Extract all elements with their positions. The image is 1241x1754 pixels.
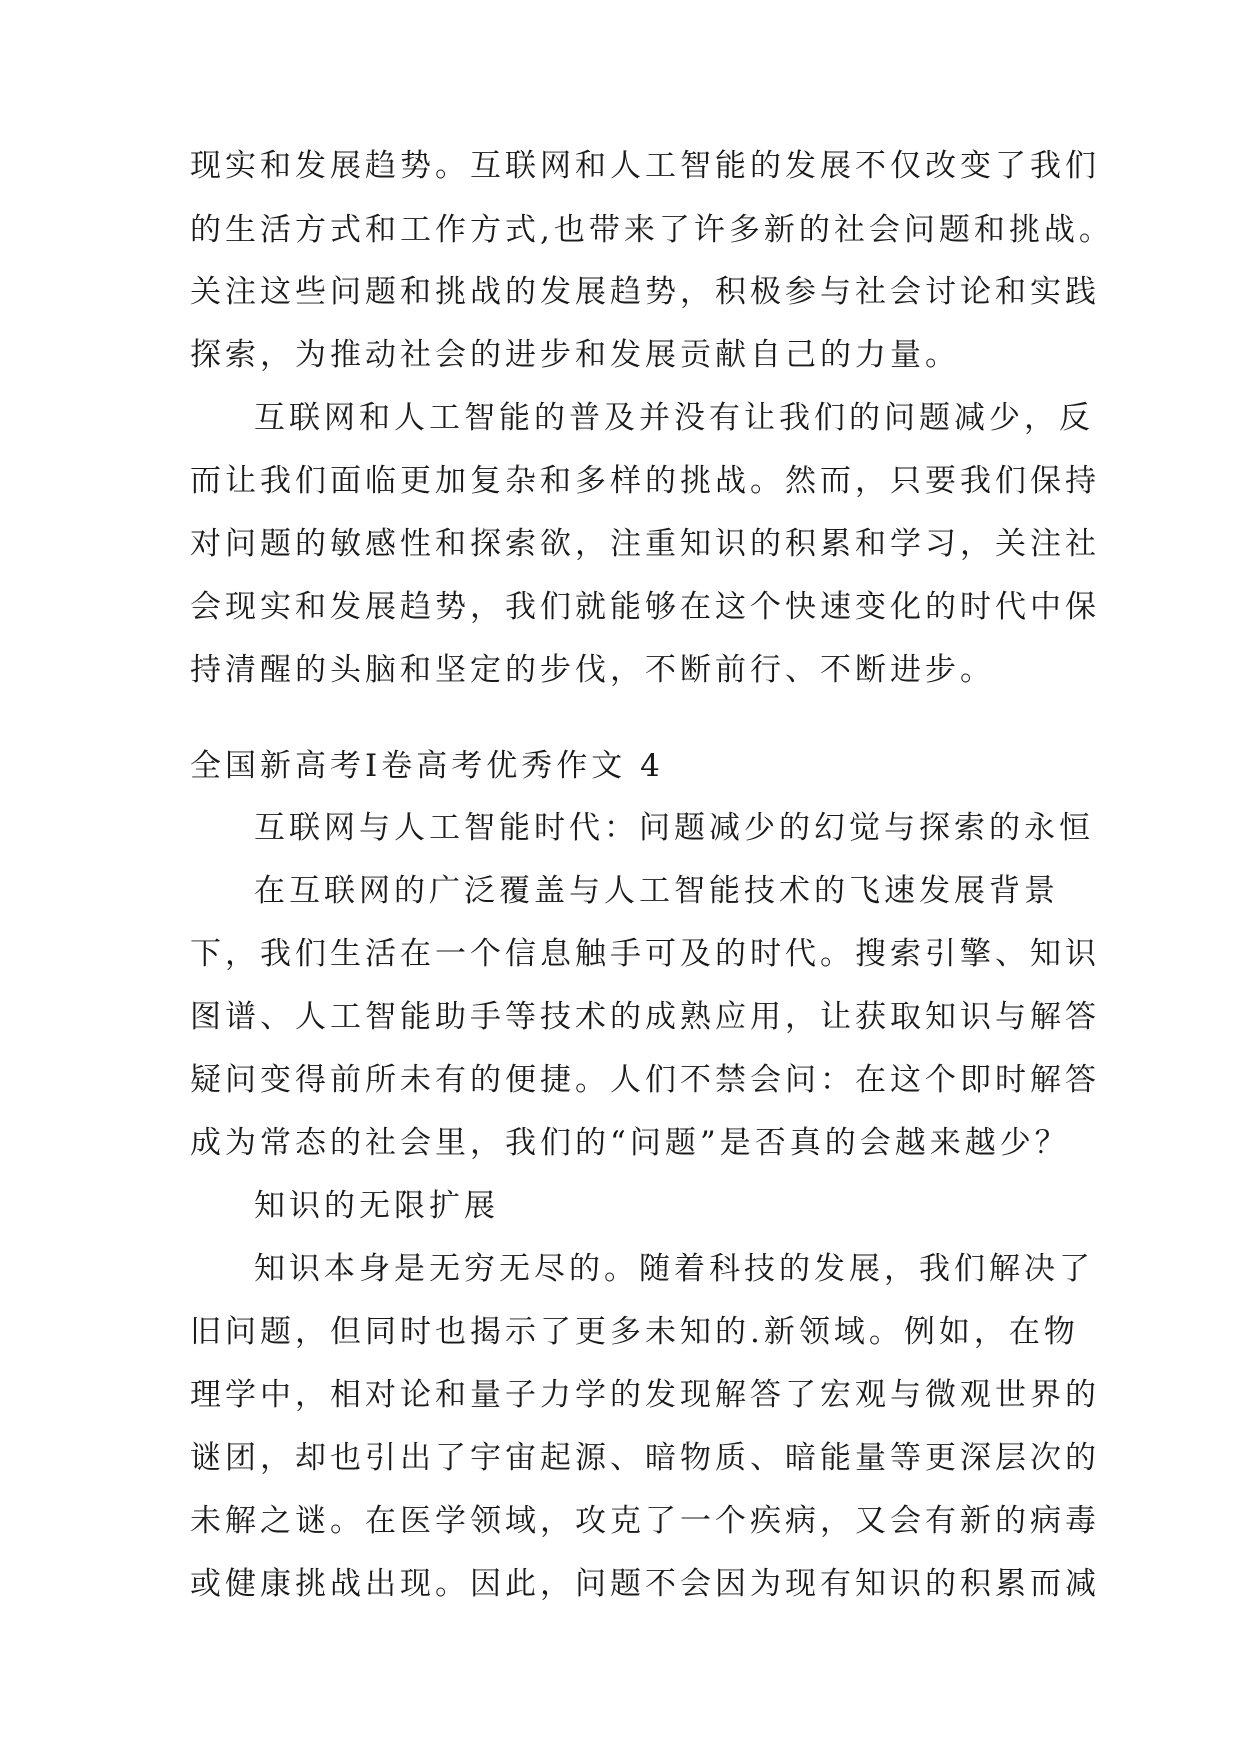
text-line: 持清醒的头脑和坚定的步伐，不断前行、不断进步。 bbox=[190, 652, 995, 688]
text-line: 会现实和发展趋势，我们就能够在这个快速变化的时代中保 bbox=[190, 589, 1100, 625]
text-line: 或健康挑战出现。因此，问题不会因为现有知识的积累而减 bbox=[190, 1566, 1100, 1602]
text-line: 对问题的敏感性和探索欲，注重知识的积累和学习，关注社 bbox=[190, 526, 1100, 562]
text-line: 疑问变得前所未有的便捷。人们不禁会问：在这个即时解答 bbox=[190, 1062, 1100, 1098]
text-line: 的生活方式和工作方式,也带来了许多新的社会问题和挑战。 bbox=[190, 212, 1114, 248]
text-line: 图谱、人工智能助手等技术的成熟应用，让获取知识与解答 bbox=[190, 999, 1100, 1035]
section-heading: 全国新高考Ⅰ卷高考优秀作文 4 bbox=[190, 748, 664, 784]
text-line: 现实和发展趋势。互联网和人工智能的发展不仅改变了我们 bbox=[190, 148, 1100, 184]
paragraph-start-line: 互联网和人工智能的普及并没有让我们的问题减少，反 bbox=[254, 400, 1094, 436]
paragraph-start-line: 知识本身是无穷无尽的。随着科技的发展，我们解决了 bbox=[254, 1251, 1094, 1287]
text-line: 谜团，却也引出了宇宙起源、暗物质、暗能量等更深层次的 bbox=[190, 1440, 1100, 1476]
text-line: 而让我们面临更加复杂和多样的挑战。然而，只要我们保持 bbox=[190, 463, 1100, 499]
subheading: 知识的无限扩展 bbox=[254, 1188, 499, 1224]
text-line: 关注这些问题和挑战的发展趋势，积极参与社会讨论和实践 bbox=[190, 274, 1100, 310]
text-line: 下，我们生活在一个信息触手可及的时代。搜索引擎、知识 bbox=[190, 936, 1100, 972]
text-line: 未解之谜。在医学领域，攻克了一个疾病，又会有新的病毒 bbox=[190, 1503, 1100, 1539]
text-line: 旧问题，但同时也揭示了更多未知的.新领域。例如，在物 bbox=[190, 1314, 1079, 1350]
text-line: 理学中，相对论和量子力学的发现解答了宏观与微观世界的 bbox=[190, 1377, 1100, 1413]
text-line: 成为常态的社会里，我们的“问题”是否真的会越来越少？ bbox=[190, 1125, 1070, 1161]
paragraph-start-line: 在互联网的广泛覆盖与人工智能技术的飞速发展背景 bbox=[254, 873, 1059, 909]
essay-title: 互联网与人工智能时代：问题减少的幻觉与探索的永恒 bbox=[254, 810, 1094, 846]
text-line: 探索，为推动社会的进步和发展贡献自己的力量。 bbox=[190, 337, 960, 373]
